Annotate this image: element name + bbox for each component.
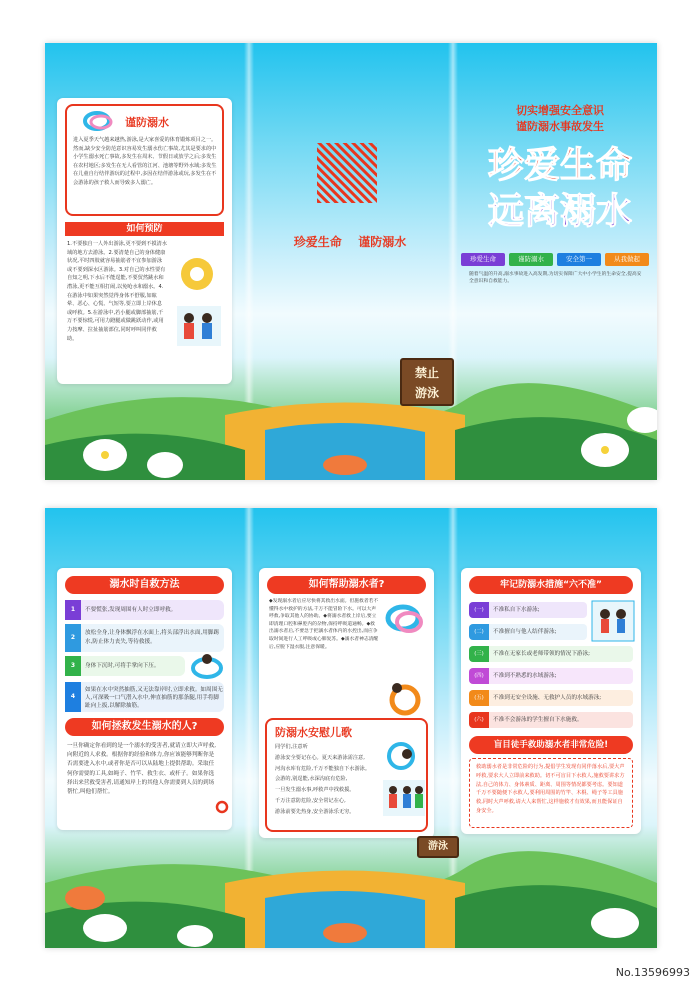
rule-row: [469, 712, 633, 728]
step-row: [65, 656, 185, 676]
step-number: 3: [65, 656, 81, 676]
warning-header: 盲目徒手救助溺水者非常危险!: [469, 736, 633, 754]
rule-tag: (一): [469, 602, 489, 618]
swimming-child-icon: [189, 650, 225, 680]
sign-line: 游泳: [414, 386, 439, 400]
no-swimming-sign: 游泳: [417, 836, 459, 858]
right-small-text: 随着气温的升高,溺水事故进入高发期,为切实保障广大中小学生的生命安全,提高安全意识和自救能力。: [469, 272, 642, 284]
striped-square-icon: [317, 143, 377, 203]
rule-text: 不准擅自与他人结伴游泳;: [493, 629, 557, 635]
step-row: [65, 600, 224, 620]
song-line: 游泳前要先热身,安全游泳乐无穷。: [275, 808, 355, 815]
prevent-header: 如何预防: [65, 222, 224, 236]
rescue-header: 如何拯救发生溺水的人?: [65, 718, 224, 736]
rule-tag: (六): [469, 712, 489, 728]
rule-text: 不准不会游泳的学生擅自下水施救。: [493, 717, 583, 723]
rule-text: 不准在无家长或老师带领的情况下游泳;: [493, 651, 590, 657]
children-illustration-icon: [381, 740, 427, 820]
step-number: 2: [65, 624, 81, 652]
song-lyrics: [275, 742, 379, 818]
step-number: 1: [65, 600, 81, 620]
headline-line: 珍爱生命: [487, 145, 632, 186]
tag: 珍爱生命: [461, 253, 505, 266]
tag-row: [459, 253, 655, 267]
right-subtitle: [485, 103, 635, 135]
step-row: [65, 624, 224, 652]
warning-text: 救助溺水者是非常危险的行为,提倡学生发现有同伴落水后,要大声呼救,要求大人立即前来救助。切不可盲目下水救人,施救要讲求方法,自己的体力、身体素质、距离、周围等情况都要考虑。要知道千万不要随便下水救人,要利用周围的竹竿、木棍、绳子等工具施救,同时大声呼救,请大人来帮忙,这样施救才有效果,而且能保证自身安全。: [476, 764, 625, 814]
no-swimming-sign: [400, 358, 454, 406]
panel-title: 谨防溺水: [125, 116, 169, 129]
step-number: 4: [65, 682, 81, 712]
step-text: 放松全身,让身体飘浮在水面上,将头部浮出水面,用脚踢水,防止体力丧失,等待救援。: [85, 630, 219, 645]
ring-decoration-icon: [215, 800, 229, 814]
swim-ring-icon: [383, 600, 427, 640]
tag: 谨防溺水: [509, 253, 553, 266]
subtitle-line: 切实增强安全意识: [516, 104, 604, 117]
song-line: 一旦发生溺水事,呼救声中找救援。: [275, 787, 355, 794]
left-panel-card: [57, 98, 232, 384]
rule-row: [469, 690, 633, 706]
prevent-text: 1.不要独自一人外出游泳,更不要到不摸清水域的地方去游泳。2.要清楚自己的身体健康状况,平时四肢就容易抽筋者不宜参加游泳或不要到深水区游泳。3.对自己的水性要有自知之明,下水后不能逞能,不要贸然跳水和潜泳,更不能互相打闹,以免呛水和溺水。4.在游泳中如果突然觉得身体不舒服,如眩晕、恶心、心慌、气短等,要立即上岸休息或呼救。5.在游泳中,若小腿或脚部抽筋,千万不要惊慌,可用力蹬腿或做跳跃动作,或用力按摩、拉扯抽筋部位,同时呼叫同伴救助。: [67, 241, 167, 342]
rule-tag: (五): [469, 690, 489, 706]
right-panel-card: [461, 568, 641, 834]
step-text: 身体下沉时,可将手掌向下压。: [85, 663, 160, 669]
landscape-illustration: [45, 828, 657, 948]
lifebuoy-child-icon: [383, 676, 423, 716]
rescue-text: 一旦你确定你看到的是一个溺水的受害者,就请立即大声呼救,向附近的人求救。根据你的经验和体力,你应该能够判断你是否需要进入水中,或者你是否可以从陆地上提供帮助。采取任何你需要的工具,如绳子、竹竿、救生衣、或杆子。如果你选择出来营救受害者,请通知岸上的其他人你需要到人员的到场帮忙,叫他们帮忙。: [67, 743, 216, 796]
self-rescue-header: 溺水时自救方法: [65, 576, 224, 594]
children-illustration-icon: [175, 304, 223, 348]
song-box: [265, 718, 428, 832]
brochure-front: [45, 43, 657, 480]
song-line: 千万注意防危险,安全常记在心,: [275, 797, 346, 804]
step-text: 如果在水中突然抽筋,又无法靠岸时,立即求救。如周围无人,可深吸一口气潜入水中,伸直抽筋的那条腿,用手将脚趾向上扳,以解除抽筋。: [85, 687, 223, 709]
intro-box: [65, 104, 224, 216]
rule-row: [469, 624, 587, 640]
rule-text: 不准私自下水游泳;: [493, 607, 540, 613]
song-header: 防溺水安慰儿歌: [275, 726, 352, 739]
tag: 从我做起: [605, 253, 649, 266]
children-illustration-icon: [591, 600, 635, 642]
headline: [465, 143, 655, 235]
sign-line: 禁止: [414, 366, 439, 380]
song-line: 游泳安全要记在心。夏天来游泳需注意,: [275, 754, 365, 761]
help-header: 如何帮助溺水者?: [267, 576, 426, 594]
rule-tag: (二): [469, 624, 489, 640]
rule-row: [469, 602, 587, 618]
swim-ring-icon: [83, 110, 113, 132]
rule-tag: (四): [469, 668, 489, 684]
warning-box: [469, 758, 633, 828]
slogan-right: 谨防溺水: [358, 235, 407, 249]
rule-tag: (三): [469, 646, 489, 662]
step-text: 不要慌张,发现周围有人时立即呼救。: [85, 607, 177, 613]
song-line: 会游的,别逞能,水深沟底有危险,: [275, 776, 348, 783]
left-panel-card: [57, 568, 232, 830]
subtitle-line: 谨防溺水事故发生: [516, 120, 604, 133]
image-id-watermark: No.13596993: [615, 966, 690, 979]
rule-row: [469, 668, 633, 684]
song-line: 同学们,注意听: [275, 744, 308, 750]
help-text: ◆发现溺水者后应尽快将其救出水面。但施救者若不懂得水中救护的方法,千万不能冒险下水。可以大声呼救,争取其他人的协助。◆将溺水者救上岸后,要立即清理口腔和鼻腔内的杂物,保持呼吸道通畅。◆救出溺水者后,不要急于把溺水者体内的水控出,而应争取时间进行人工呼吸或心肺复苏。◆溺水者神志清醒后,应脱下湿衣服,注意保暖。: [269, 599, 379, 650]
swim-ring-icon: [175, 254, 223, 294]
intro-text: 进入夏季天气越来越热,游泳,是大家喜爱的体育锻炼项目之一。然而,缺少安全防范意识容易发生溺水伤亡事故,尤其是要求的中小学生溺水死亡事故,多发生在周末、节假日或放学之后;多发生在农村地区;多发生在无人看管的江河、池塘等野外水域;多发生在儿童自行结伴游玩的过程中,多因在结伴游泳或玩,多发生在不会游泳的孩子救人而导致多人溺亡。: [73, 137, 217, 186]
rule-text: 不准到不熟悉的水域游泳;: [493, 673, 557, 679]
middle-slogan: [275, 233, 425, 250]
tag: 安全第一: [557, 253, 601, 266]
rule-text: 不准到无安全设施、无救护人员的水域游泳;: [493, 695, 602, 701]
brochure-back: [45, 508, 657, 948]
slogan-left: 珍爱生命: [293, 235, 342, 249]
headline-line: 远离溺水: [487, 191, 632, 232]
rule-row: [469, 646, 633, 662]
step-row: [65, 682, 224, 712]
song-line: 河沟水库有危险,千万不能独自下水游泳。: [275, 765, 371, 772]
rules-header: 牢记防溺水措施“六不准”: [469, 576, 633, 594]
middle-panel-card: [259, 568, 434, 838]
